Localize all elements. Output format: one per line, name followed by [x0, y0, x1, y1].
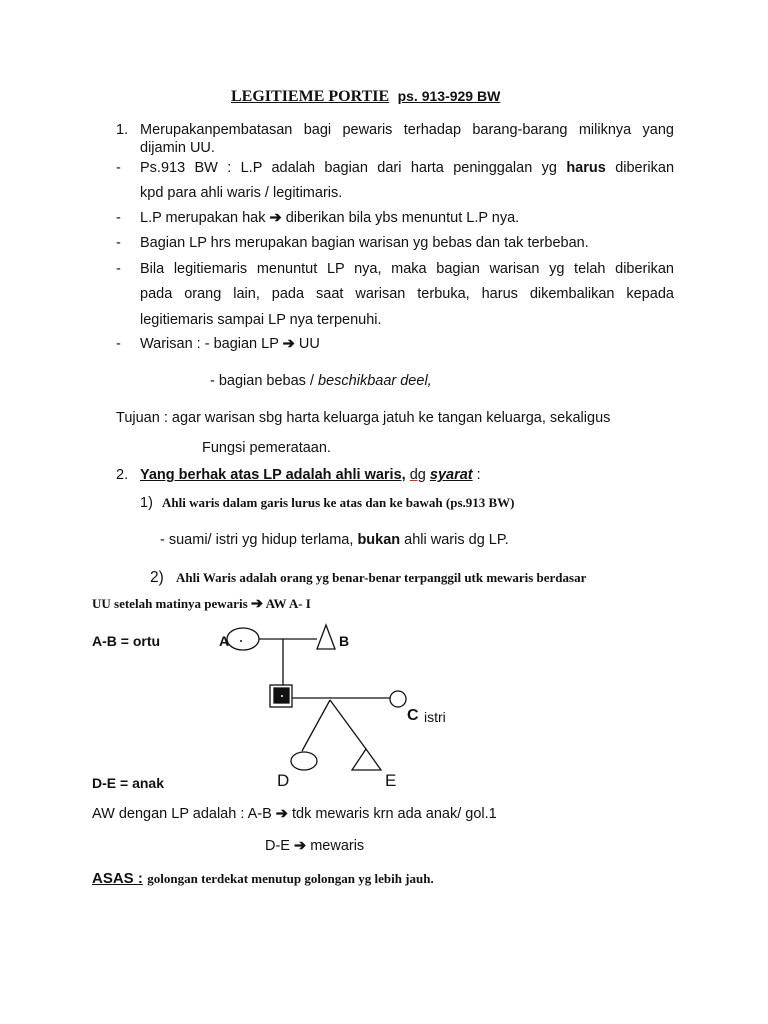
- point-1-text: Ahli waris dalam garis lurus ke atas dan ke bawah (ps.913 BW): [162, 495, 515, 510]
- branch-line-to-e: [330, 700, 366, 749]
- bullet-4-line1: Bila legitiemaris menuntut LP nya, maka bagian warisan yg telah diberikan: [140, 261, 674, 277]
- node-a-dot: [240, 640, 242, 642]
- conclusion-line1: [92, 806, 497, 822]
- section-1-text-line2: dijamin UU.: [140, 140, 215, 156]
- title-reference: ps. 913-929 BW: [397, 88, 501, 104]
- label-c: C: [407, 707, 419, 724]
- bullet-4-line3: legitiemaris sampai LP nya terpenuhi.: [140, 312, 382, 328]
- point-2-number: 2): [150, 569, 164, 586]
- title-main: LEGITIEME PORTIE: [231, 88, 390, 105]
- bullet-6-line2: Fungsi pemerataan.: [202, 440, 331, 456]
- label-d: D: [277, 771, 290, 790]
- node-pewaris-dot: [281, 695, 283, 697]
- node-b-male-triangle: [317, 625, 335, 649]
- point-2-text-b2: AW A- I: [265, 596, 311, 611]
- conclusion-text-b: tdk mewaris krn ada anak/ gol.1: [291, 806, 497, 822]
- arrow-right-icon: ➔: [282, 336, 295, 352]
- conclusion-text-d: mewaris: [310, 838, 365, 854]
- bullet-dash: -: [116, 160, 121, 176]
- label-a: A: [219, 633, 230, 649]
- section-2-syarat: syarat: [429, 467, 473, 483]
- bullet-1-bold-word: harus: [566, 160, 606, 176]
- point-1-sub-text-b: ahli waris dg LP.: [404, 532, 509, 548]
- conclusion-line2: [265, 838, 364, 854]
- section-2-number: 2.: [116, 467, 129, 483]
- arrow-right-icon: ➔: [294, 838, 307, 854]
- bullet-1-text: Ps.913 BW : L.P adalah bagian dari harta peninggalan yg: [140, 160, 557, 176]
- branch-line-to-d: [302, 700, 330, 751]
- point-2-text-b1: UU setelah matinya pewaris: [92, 596, 248, 611]
- label-children: D-E = anak: [92, 775, 164, 791]
- point-1-number: 1): [140, 495, 153, 511]
- bullet-2-text-b: diberikan bila ybs menuntut L.P nya.: [285, 210, 520, 226]
- section-2-heading-bold: Yang berhak atas LP adalah ahli waris,: [140, 467, 406, 483]
- bullet-dash: -: [116, 261, 121, 277]
- section-1-number: 1.: [116, 122, 129, 138]
- label-b: B: [339, 633, 350, 649]
- bullet-1-line2: kpd para ahli waris / legitimaris.: [140, 185, 343, 201]
- bullet-5-text-c: - bagian bebas /: [210, 373, 314, 389]
- bullet-5-text-a: Warisan : - bagian LP: [140, 336, 279, 352]
- node-d-female-ellipse: [291, 752, 317, 770]
- bullet-6-line1: Tujuan : agar warisan sbg harta keluarga jatuh ke tangan keluarga, sekaligus: [116, 410, 611, 426]
- point-2-line1: Ahli Waris adalah orang yg benar-benar terpanggil utk mewaris berdasar: [176, 570, 587, 585]
- bullet-dash: -: [116, 336, 121, 352]
- bullet-1-text-end: diberikan: [615, 160, 675, 176]
- point-1-sub-bold: bukan: [357, 532, 401, 548]
- conclusion-text-a: AW dengan LP adalah : A-B: [92, 806, 272, 822]
- bullet-5-italic-term: beschikbaar deel,: [318, 373, 432, 389]
- label-e: E: [385, 771, 397, 790]
- bullet-dash: -: [116, 235, 121, 251]
- point-1-sub-text-a: - suami/ istri yg hidup terlama,: [160, 532, 354, 548]
- node-e-male-triangle: [352, 749, 381, 770]
- bullet-5-text-b: UU: [298, 336, 320, 352]
- node-a-female-ellipse: [227, 628, 259, 650]
- arrow-right-icon: ➔: [250, 596, 264, 612]
- section-2-dg: dg: [409, 467, 426, 483]
- label-parents: A-B = ortu: [92, 633, 161, 649]
- asas-line: [92, 870, 434, 888]
- bullet-4-line2: pada orang lain, pada saat warisan terbuka, harus dikembalikan kepada: [140, 286, 674, 302]
- asas-label: ASAS :: [92, 870, 143, 887]
- bullet-dash: -: [116, 210, 121, 226]
- bullet-2-text-a: L.P merupakan hak: [140, 210, 266, 226]
- label-istri: istri: [424, 709, 446, 725]
- asas-text: golongan terdekat menutup golongan yg lebih jauh.: [147, 871, 434, 886]
- arrow-right-icon: ➔: [275, 806, 288, 822]
- conclusion-text-c: D-E: [265, 838, 290, 854]
- section-1-text-line1: Merupakanpembatasan bagi pewaris terhadap barang-barang miliknya yang: [140, 122, 674, 138]
- arrow-right-icon: ➔: [269, 210, 282, 226]
- bullet-3: Bagian LP hrs merupakan bagian warisan yg bebas dan tak terbeban.: [140, 235, 589, 251]
- section-2-colon: :: [476, 467, 481, 483]
- node-c-female-circle: [390, 691, 406, 707]
